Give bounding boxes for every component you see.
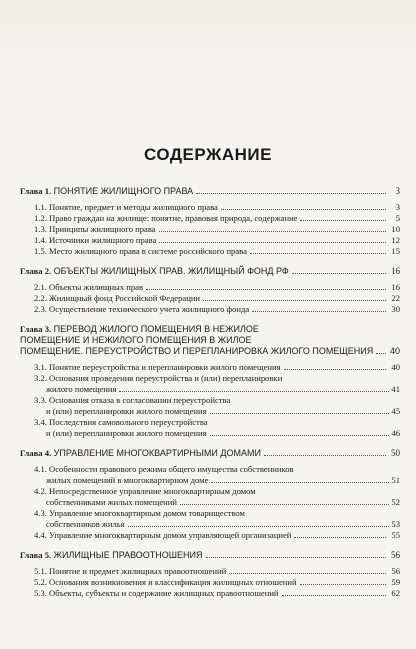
toc-item-label: 2.3. Осуществление технического учета жилищного фонда <box>34 304 250 314</box>
page-number: 53 <box>391 519 400 529</box>
leader-dots <box>264 455 386 456</box>
chapter-3-title-line2: ПОМЕЩЕНИЕ И НЕЖИЛОГО ПОМЕЩЕНИЯ В ЖИЛОЕ <box>20 335 252 345</box>
page-number: 15 <box>391 246 400 256</box>
chapter-1-row[interactable] <box>20 186 400 197</box>
page-number: 50 <box>391 448 400 458</box>
page-number: 12 <box>391 235 400 245</box>
toc-item-label-line1: 4.1. Особенности правового режима общего имущества собственников <box>34 464 294 474</box>
page-number: 51 <box>391 475 400 485</box>
page-number: 52 <box>391 497 400 507</box>
chapter-2-title: Глава 2. ОБЪЕКТЫ ЖИЛИЩНЫХ ПРАВ. ЖИЛИЩНЫЙ ФОНД РФ <box>20 266 289 276</box>
leader-dots <box>159 242 386 243</box>
bleed-through-text <box>40 48 340 128</box>
toc-item[interactable] <box>20 224 400 235</box>
toc-item[interactable] <box>20 202 400 213</box>
toc-item[interactable] <box>20 293 400 304</box>
toc-item-label-line2: и (или) перепланировки жилого помещения <box>46 428 207 438</box>
leader-dots <box>292 273 386 274</box>
leader-dots <box>376 353 386 354</box>
leader-dots <box>119 391 389 392</box>
leader-dots <box>294 537 386 538</box>
toc-item-label-line2: и (или) перепланировки жилого помещения <box>46 406 207 416</box>
leader-dots <box>252 311 386 312</box>
page-number: 45 <box>391 406 400 416</box>
toc-item-label: 1.4. Источники жилищного права <box>34 235 157 245</box>
toc-item-label: 2.1. Объекты жилищных прав <box>34 282 144 292</box>
chapter-3-row[interactable] <box>20 324 400 357</box>
chapter-3-title-line1: Глава 3. ПЕРЕВОД ЖИЛОГО ПОМЕЩЕНИЯ В НЕЖИЛОЕ <box>20 324 259 334</box>
chapter-5-row[interactable] <box>20 550 400 561</box>
page-number: 3 <box>395 186 400 196</box>
toc-item-label-line1: 3.3. Основания отказа в согласовании переустройства <box>34 395 231 405</box>
toc-item[interactable] <box>20 530 400 541</box>
leader-dots <box>206 557 386 558</box>
leader-dots <box>221 209 386 210</box>
toc-item-label: 1.5. Место жилищного права в системе российского права <box>34 246 247 256</box>
toc-item-label-line2: собственниками жилых помещений <box>46 497 177 507</box>
leader-dots <box>210 413 390 414</box>
leader-dots <box>128 526 390 527</box>
toc-item-label: 5.1. Понятие и предмет жилищных правоотношений <box>34 566 227 576</box>
leader-dots <box>229 573 386 574</box>
page-number: 3 <box>395 202 400 212</box>
chapter-4-title: Глава 4. УПРАВЛЕНИЕ МНОГОКВАРТИРНЫМИ ДОМАМИ <box>20 448 261 458</box>
leader-dots <box>300 220 386 221</box>
toc-item-label: 1.1. Понятие, предмет и методы жилищного права <box>34 202 218 212</box>
page-number: 40 <box>389 346 400 356</box>
toc-item-label: 4.4. Управление многоквартирным домом управляющей организацией <box>34 530 292 540</box>
toc-item-label: 3.1. Понятие переустройства и перепланировки жилого помещения <box>34 362 281 372</box>
toc-item-label-line1: 3.4. Последствия самовольного переустройства <box>34 417 208 427</box>
toc-item[interactable] <box>20 213 400 224</box>
leader-dots <box>250 253 386 254</box>
leader-dots <box>180 504 389 505</box>
toc-item-label-line1: 3.2. Основания проведения переустройства и (или) перепланировки <box>34 373 283 383</box>
page-number: 30 <box>391 304 400 314</box>
toc-item[interactable] <box>20 588 400 599</box>
page-number: 16 <box>391 282 400 292</box>
page-title: СОДЕРЖАНИЕ <box>144 145 272 164</box>
toc-item-label-line2: жилых помещений в многоквартирном доме <box>46 475 209 485</box>
page-number: 59 <box>391 577 400 587</box>
leader-dots <box>203 300 386 301</box>
toc-item-label: 2.2. Жилищный фонд Российской Федерации <box>34 293 201 303</box>
chapter-1-title: Глава 1. ПОНЯТИЕ ЖИЛИЩНОГО ПРАВА <box>20 186 194 196</box>
page-number: 46 <box>391 428 400 438</box>
toc-item[interactable] <box>20 235 400 246</box>
toc-item[interactable] <box>20 508 400 530</box>
page-number: 62 <box>391 588 400 598</box>
leader-dots <box>284 369 386 370</box>
page-number: 56 <box>391 566 400 576</box>
toc-item[interactable] <box>20 246 400 257</box>
toc-item[interactable] <box>20 566 400 577</box>
page-number: 5 <box>395 213 400 223</box>
toc-item[interactable] <box>20 362 400 373</box>
toc-item[interactable] <box>20 282 400 293</box>
leader-dots <box>159 231 386 232</box>
page-number: 40 <box>391 362 400 372</box>
leader-dots <box>300 584 386 585</box>
leader-dots <box>146 289 386 290</box>
leader-dots <box>196 193 386 194</box>
toc-item-label: 1.3. Принципы жилищного права <box>34 224 156 234</box>
leader-dots <box>210 435 390 436</box>
toc-item-label: 5.2. Основания возникновения и классификация жилищных отношений <box>34 577 297 587</box>
toc-item-label-line1: 4.2. Непосредственное управление многоквартирным домом <box>34 486 256 496</box>
page-number: 56 <box>391 550 400 560</box>
chapter-5-title: Глава 5. ЖИЛИЩНЫЕ ПРАВООТНОШЕНИЯ <box>20 550 203 560</box>
chapter-2-row[interactable] <box>20 266 400 277</box>
toc-item-label: 1.2. Право граждан на жилище: понятие, правовая природа, содержание <box>34 213 298 223</box>
chapter-4-row[interactable] <box>20 448 400 459</box>
toc-item[interactable] <box>20 486 400 508</box>
page-number: 55 <box>391 530 400 540</box>
toc-item[interactable] <box>20 464 400 486</box>
leader-dots <box>211 482 389 483</box>
toc-item-label-line2: собственников жилья <box>46 519 125 529</box>
toc-item-label-line2: жилого помещения <box>46 384 117 394</box>
table-of-contents <box>20 186 400 599</box>
toc-item[interactable] <box>20 373 400 395</box>
toc-item-label: 5.3. Объекты, субъекты и содержание жилищных правоотношений <box>34 588 279 598</box>
toc-item[interactable] <box>20 304 400 315</box>
toc-item[interactable] <box>20 577 400 588</box>
page-number: 22 <box>391 293 400 303</box>
page-number: 16 <box>391 266 400 276</box>
toc-item[interactable] <box>20 417 400 439</box>
chapter-3-title-line3: ПОМЕЩЕНИЕ. ПЕРЕУСТРОЙСТВО И ПЕРЕПЛАНИРОВКА ЖИЛОГО ПОМЕЩЕНИЯ 40 <box>20 346 400 356</box>
toc-item[interactable] <box>20 395 400 417</box>
page-number: 41 <box>391 384 400 394</box>
page-number: 10 <box>391 224 400 234</box>
leader-dots <box>282 595 386 596</box>
toc-item-label-line1: 4.3. Управление многоквартирным домом товариществом <box>34 508 245 518</box>
